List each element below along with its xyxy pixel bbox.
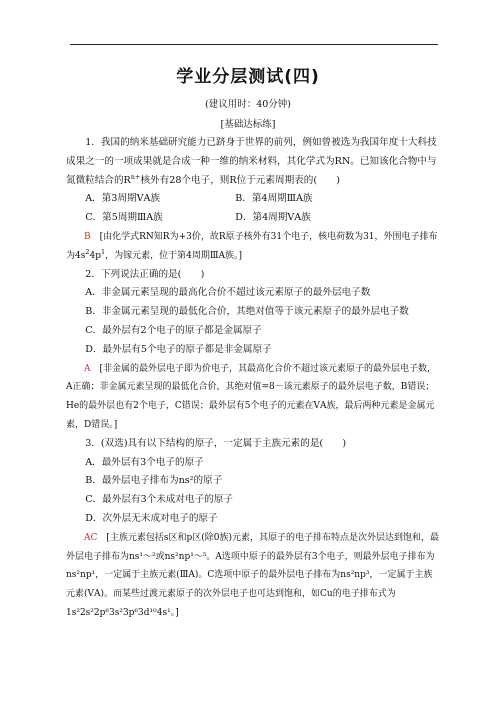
question-3-option-a: A．最外层有3个电子的原子: [85, 456, 204, 468]
question-2-option-b: B．非金属元素呈现的最低化合价，其绝对值等于该元素原子的最外层电子数: [85, 306, 409, 318]
question-2-option-c: C．最外层有2个电子的原子都是金属原子: [85, 324, 262, 336]
question-2-answer: A [非金属的最外层电子即为价电子，其最高化合价不超过该元素原子的最外层电子数，A正确；非金属元素呈现的最低化合价，其绝对值=8－该元素原子的最外层电子数，B错误；He的最外层也有2个电子，C错误；最外层有5个电子的元素在ⅤA族，最后两种元素是金属元素，D错误。]: [66, 363, 437, 430]
question-1-answer: B [由化学式RN知R为+3价，故R原子核外有31个电子，核电荷数为31，外围电子排布为$4s^24p^1$，为镓元素，位于第4周期ⅢA族。]: [66, 231, 438, 261]
section-heading: [基础达标练]: [220, 119, 276, 130]
question-2-stem: 2．下列说法正确的是( ): [85, 268, 205, 280]
answer-mark: B: [84, 231, 91, 242]
question-1-options-row-1: [66, 190, 440, 209]
question-1-options-row-2: [66, 209, 440, 228]
question-3-option-d: D．次外层无未成对电子的原子: [85, 512, 218, 524]
page-title: 学业分层测试(四): [176, 67, 320, 87]
answer-mark: A: [84, 363, 91, 374]
question-3-stem: 3．(双选)具有以下结构的原子，一定属于主族元素的是( ): [85, 437, 347, 449]
question-3-option-c: C．最外层有3个未成对电子的原子: [85, 494, 233, 506]
answer-mark: AC: [84, 532, 98, 543]
question-3-answer: AC [主族元素包括s区和p区(除0族)元素，其原子的电子排布特点是次外层达到饱和，最外层电子排布为ns¹～²或ns²np¹～⁵。A选项中原子的最外层有3个电子，则最外层电子排布为ns²np¹，一定属于主族元素(ⅢA)。C选项中原子的最外层电子排布为ns²np³，一定属于主族元素(ⅤA)。而某些过渡元素原子的次外层电子也可达到饱和，如Cu的电子排布式为1s²2s²2p⁶3s²3p⁶3d¹⁰4s¹。]: [66, 532, 440, 618]
questions: [66, 134, 440, 623]
time-note: (建议用时：40分钟): [204, 99, 291, 110]
question-3-option-b: B．最外层电子排布为ns²的原子: [85, 475, 223, 487]
option-c: C．第5周期ⅢA族: [85, 212, 163, 224]
question-2-option-a: A．非金属元素呈现的最高化合价不超过该元素原子的最外层电子数: [85, 287, 371, 299]
option-b: B．第4周期ⅢA族: [235, 193, 313, 205]
question-2-option-d: D．最外层有5个电子的原子都是非金属原子: [85, 343, 272, 355]
option-d: D．第4周期ⅤA族: [235, 212, 311, 224]
question-1-stem: 1．我国的纳米基础研究能力已跻身于世界的前列，例如曾被选为我国年度十大科技成果之一的一项成果就是合成一种一维的纳米材料，其化学式为RN。已知该化合物中与氮微粒结合的$R^{n+}$核外有28个电子，则R位于元素周期表的( ): [66, 137, 437, 186]
option-a: A．第3周期ⅤA族: [85, 193, 161, 205]
header-rule: [70, 44, 438, 45]
